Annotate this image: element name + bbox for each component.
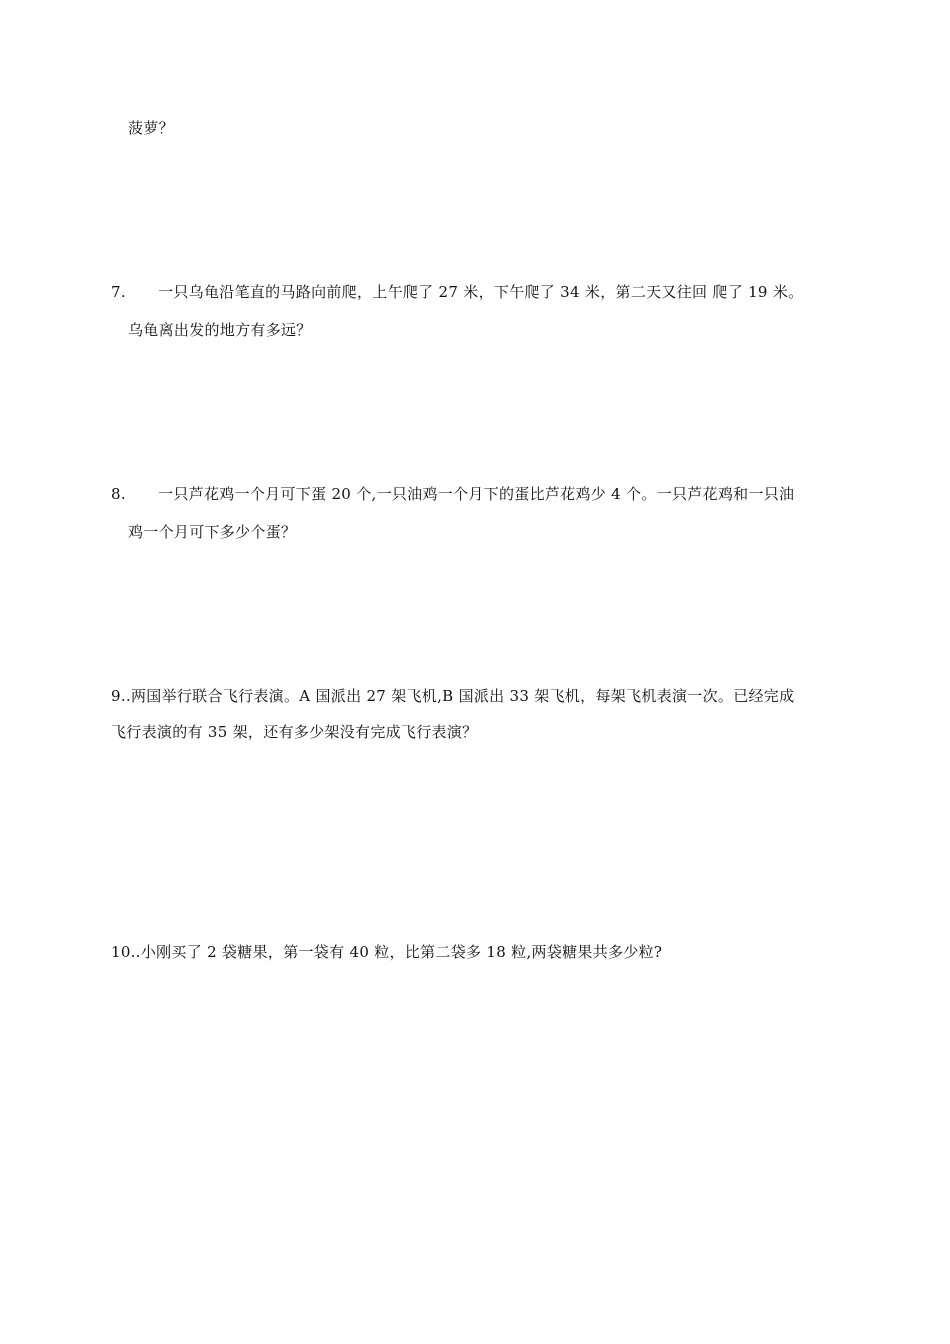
question-8-text-line-1: 一只芦花鸡一个月可下蛋 20 个,一只油鸡一个月下的蛋比芦花鸡少 4 个。一只芦花鸡和一只油	[158, 485, 795, 503]
question-8-number: 8.	[111, 485, 126, 503]
question-7-number: 7.	[111, 283, 126, 301]
question-9-text-line-2: 飞行表演的有 35 架，还有多少架没有完成飞行表演？	[111, 723, 478, 741]
question-10-text-line-1: 10..小刚买了 2 袋糖果，第一袋有 40 粒，比第二袋多 18 粒,两袋糖果共多少粒?	[111, 943, 663, 961]
question-7-text-line-2: 乌龟离出发的地方有多远？	[128, 321, 312, 339]
question-8-text-line-2: 鸡一个月可下多少个蛋？	[128, 523, 297, 541]
question-7-line-1	[111, 282, 803, 302]
question-6-continuation: 菠萝？	[128, 119, 174, 137]
question-7-text-line-1: 一只乌龟沿笔直的马路向前爬，上午爬了 27 米，下午爬了 34 米，第二天又往回 爬了 19 米。	[158, 283, 804, 301]
question-9-text-line-1: 9..两国举行联合飞行表演。A 国派出 27 架飞机,B 国派出 33 架飞机，每架飞机表演一次。已经完成	[111, 687, 795, 705]
question-8-line-1	[111, 484, 794, 504]
